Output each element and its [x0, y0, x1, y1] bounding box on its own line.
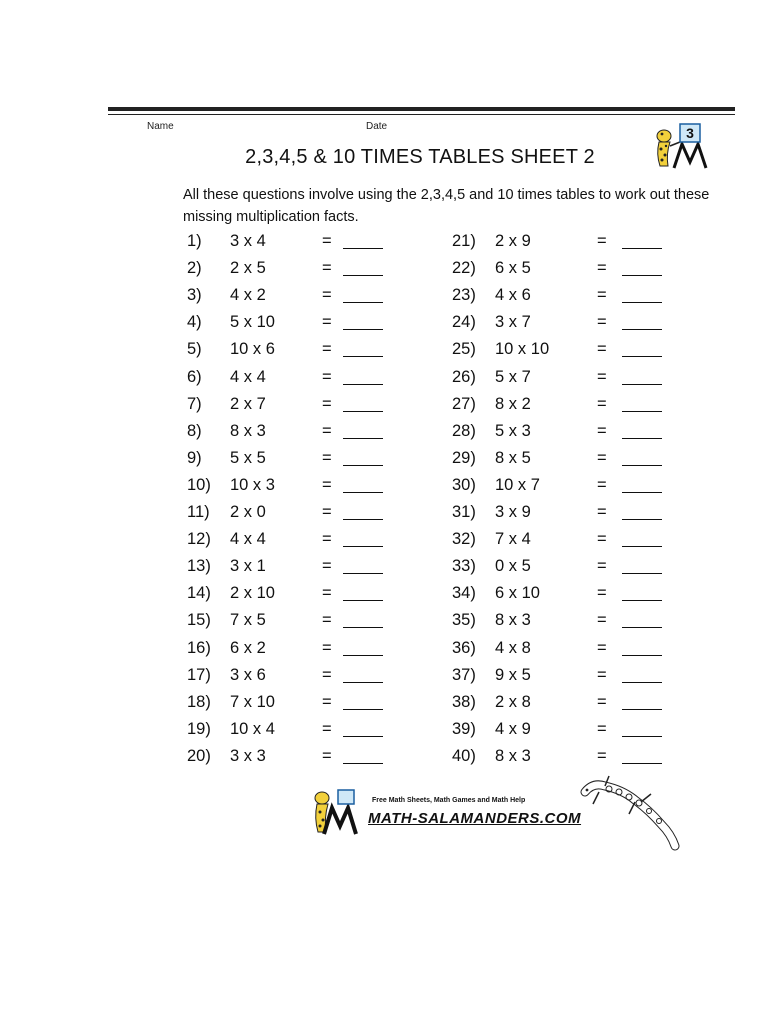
answer-blank[interactable]: [622, 526, 662, 547]
question-row: [452, 716, 682, 743]
question-row: [187, 743, 417, 770]
question-number: 14): [187, 584, 211, 603]
question-number: 22): [452, 259, 476, 278]
question-expression: 10 x 4: [230, 719, 275, 738]
answer-blank[interactable]: [622, 662, 662, 683]
answer-blank[interactable]: [343, 662, 383, 683]
question-row: [452, 580, 682, 607]
question-number: 7): [187, 394, 202, 413]
question-number: 36): [452, 638, 476, 657]
question-row: [187, 472, 417, 499]
question-row: [452, 418, 682, 445]
equals-sign: =: [597, 746, 607, 765]
badge-number: 3: [686, 125, 694, 141]
answer-blank[interactable]: [622, 418, 662, 439]
answer-blank[interactable]: [343, 282, 383, 303]
equals-sign: =: [597, 530, 607, 549]
question-number: 30): [452, 475, 476, 494]
question-expression: 7 x 5: [230, 611, 266, 630]
answer-blank[interactable]: [622, 580, 662, 601]
question-row: [452, 445, 682, 472]
question-expression: 2 x 10: [230, 584, 275, 603]
answer-blank[interactable]: [622, 607, 662, 628]
question-number: 27): [452, 394, 476, 413]
question-expression: 4 x 4: [230, 367, 266, 386]
equals-sign: =: [597, 286, 607, 305]
question-row: [187, 580, 417, 607]
answer-blank[interactable]: [622, 255, 662, 276]
answer-blank[interactable]: [622, 228, 662, 249]
footer-tagline: Free Math Sheets, Math Games and Math Help: [372, 797, 526, 804]
answer-blank[interactable]: [622, 472, 662, 493]
question-row: [187, 526, 417, 553]
answer-blank[interactable]: [622, 716, 662, 737]
footer-mascot-icon: [300, 788, 360, 836]
question-expression: 3 x 3: [230, 746, 266, 765]
equals-sign: =: [322, 503, 332, 521]
answer-blank[interactable]: [622, 282, 662, 303]
question-row: [452, 309, 682, 336]
question-number: 39): [452, 719, 476, 738]
equals-sign: =: [322, 611, 332, 630]
answer-blank[interactable]: [343, 716, 383, 737]
question-row: [187, 391, 417, 418]
answer-blank[interactable]: [343, 391, 383, 412]
question-number: 33): [452, 557, 476, 576]
answer-blank[interactable]: [343, 580, 383, 601]
question-expression: 10 x 7: [495, 475, 540, 494]
question-row: [187, 662, 417, 689]
question-number: 24): [452, 313, 476, 332]
answer-blank[interactable]: [343, 472, 383, 493]
question-number: 6): [187, 367, 202, 386]
question-row: [187, 364, 417, 391]
question-expression: 8 x 2: [495, 394, 531, 413]
answer-blank[interactable]: [343, 635, 383, 656]
name-label: Name: [147, 121, 174, 132]
footer-brand: MATH-SALAMANDERS.COM: [368, 810, 582, 827]
top-rule: [108, 107, 735, 111]
salamander-icon: [575, 772, 685, 852]
question-number: 16): [187, 638, 211, 657]
answer-blank[interactable]: [343, 689, 383, 710]
equals-sign: =: [322, 530, 332, 549]
question-expression: 3 x 6: [230, 665, 266, 684]
question-number: 15): [187, 611, 211, 630]
answer-blank[interactable]: [622, 364, 662, 385]
equals-sign: =: [597, 313, 607, 332]
answer-blank[interactable]: [343, 607, 383, 628]
equals-sign: =: [322, 719, 332, 738]
equals-sign: =: [597, 665, 607, 684]
question-row: [452, 282, 682, 309]
question-number: 20): [187, 746, 211, 765]
question-expression: 6 x 5: [495, 259, 531, 278]
question-row: [187, 635, 417, 662]
question-number: 34): [452, 584, 476, 603]
answer-blank[interactable]: [343, 499, 383, 520]
question-expression: 6 x 10: [495, 584, 540, 603]
answer-blank[interactable]: [622, 635, 662, 656]
question-number: 29): [452, 448, 476, 467]
equals-sign: =: [597, 503, 607, 521]
question-number: 23): [452, 286, 476, 305]
question-expression: 10 x 3: [230, 475, 275, 494]
answer-blank[interactable]: [622, 336, 662, 357]
question-number: 18): [187, 692, 211, 711]
question-number: 28): [452, 421, 476, 440]
question-expression: 7 x 4: [495, 530, 531, 549]
equals-sign: =: [322, 584, 332, 603]
question-expression: 8 x 5: [495, 448, 531, 467]
question-row: [187, 499, 417, 526]
answer-blank[interactable]: [622, 391, 662, 412]
question-row: [452, 364, 682, 391]
question-row: [187, 282, 417, 309]
answer-blank[interactable]: [622, 445, 662, 466]
question-row: [187, 255, 417, 282]
question-number: 31): [452, 503, 476, 521]
question-expression: 5 x 10: [230, 313, 275, 332]
question-expression: 5 x 7: [495, 367, 531, 386]
question-expression: 5 x 3: [495, 421, 531, 440]
question-number: 13): [187, 557, 211, 576]
question-expression: 2 x 7: [230, 394, 266, 413]
date-label: Date: [366, 121, 388, 132]
equals-sign: =: [322, 232, 332, 250]
question-row: [187, 309, 417, 336]
question-expression: 6 x 2: [230, 638, 266, 657]
question-expression: 4 x 9: [495, 719, 531, 738]
question-expression: 10 x 6: [230, 340, 275, 359]
answer-blank[interactable]: [343, 228, 383, 249]
question-row: [187, 445, 417, 472]
equals-sign: =: [597, 719, 607, 738]
equals-sign: =: [322, 394, 332, 413]
question-expression: 4 x 4: [230, 530, 266, 549]
question-row: [452, 743, 682, 770]
equals-sign: =: [597, 611, 607, 630]
question-number: 37): [452, 665, 476, 684]
question-number: 32): [452, 530, 476, 549]
question-expression: 2 x 8: [495, 692, 531, 711]
equals-sign: =: [597, 367, 607, 386]
question-row: [452, 391, 682, 418]
equals-sign: =: [597, 394, 607, 413]
question-number: 9): [187, 448, 202, 467]
equals-sign: =: [322, 746, 332, 765]
equals-sign: =: [322, 367, 332, 386]
question-row: [452, 689, 682, 716]
question-expression: 2 x 0: [230, 503, 266, 521]
question-number: 25): [452, 340, 476, 359]
question-number: 3): [187, 286, 202, 305]
question-number: 4): [187, 313, 202, 332]
question-number: 10): [187, 475, 211, 494]
equals-sign: =: [597, 584, 607, 603]
question-expression: 4 x 8: [495, 638, 531, 657]
question-row: [452, 662, 682, 689]
equals-sign: =: [597, 557, 607, 576]
question-row: [187, 228, 417, 255]
question-expression: 8 x 3: [495, 746, 531, 765]
equals-sign: =: [322, 665, 332, 684]
question-row: [187, 607, 417, 634]
equals-sign: =: [322, 340, 332, 359]
question-number: 2): [187, 259, 202, 278]
question-expression: 2 x 5: [230, 259, 266, 278]
question-expression: 4 x 6: [495, 286, 531, 305]
answer-blank[interactable]: [343, 743, 383, 764]
question-row: [187, 716, 417, 743]
question-number: 35): [452, 611, 476, 630]
question-expression: 3 x 9: [495, 503, 531, 521]
question-row: [452, 526, 682, 553]
answer-blank[interactable]: [622, 689, 662, 710]
question-row: [452, 553, 682, 580]
equals-sign: =: [597, 259, 607, 278]
answer-blank[interactable]: [622, 499, 662, 520]
question-number: 26): [452, 367, 476, 386]
question-number: 21): [452, 232, 476, 250]
answer-blank[interactable]: [343, 255, 383, 276]
answer-blank[interactable]: [343, 526, 383, 547]
question-expression: 5 x 5: [230, 448, 266, 467]
question-expression: 2 x 9: [495, 232, 531, 250]
question-row: [452, 228, 682, 255]
equals-sign: =: [597, 638, 607, 657]
equals-sign: =: [322, 313, 332, 332]
question-number: 12): [187, 530, 211, 549]
question-row: [187, 336, 417, 363]
question-row: [452, 635, 682, 662]
question-row: [187, 418, 417, 445]
question-expression: 3 x 4: [230, 232, 266, 250]
question-expression: 3 x 1: [230, 557, 266, 576]
answer-blank[interactable]: [343, 445, 383, 466]
question-expression: 10 x 10: [495, 340, 550, 359]
answer-blank[interactable]: [343, 309, 383, 330]
question-expression: 4 x 2: [230, 286, 266, 305]
question-row: [452, 499, 682, 526]
equals-sign: =: [322, 692, 332, 711]
answer-blank[interactable]: [622, 309, 662, 330]
equals-sign: =: [597, 448, 607, 467]
question-expression: 9 x 5: [495, 665, 531, 684]
answer-blank[interactable]: [343, 418, 383, 439]
question-expression: 8 x 3: [495, 611, 531, 630]
answer-blank[interactable]: [343, 336, 383, 357]
equals-sign: =: [322, 557, 332, 576]
equals-sign: =: [322, 475, 332, 494]
equals-sign: =: [597, 232, 607, 250]
question-number: 11): [187, 503, 210, 521]
question-expression: 7 x 10: [230, 692, 275, 711]
question-row: [452, 607, 682, 634]
question-number: 5): [187, 340, 202, 359]
question-expression: 8 x 3: [230, 421, 266, 440]
question-number: 19): [187, 719, 211, 738]
question-expression: 3 x 7: [495, 313, 531, 332]
equals-sign: =: [322, 421, 332, 440]
answer-blank[interactable]: [622, 743, 662, 764]
question-row: [187, 553, 417, 580]
equals-sign: =: [597, 692, 607, 711]
equals-sign: =: [322, 259, 332, 278]
answer-blank[interactable]: [343, 553, 383, 574]
question-number: 17): [187, 665, 211, 684]
question-row: [452, 336, 682, 363]
question-number: 8): [187, 421, 202, 440]
question-row: [452, 472, 682, 499]
question-number: 1): [187, 232, 202, 250]
equals-sign: =: [597, 421, 607, 440]
equals-sign: =: [597, 340, 607, 359]
question-row: [187, 689, 417, 716]
worksheet-title: 2,3,4,5 & 10 TIMES TABLES SHEET 2: [245, 146, 595, 168]
equals-sign: =: [322, 286, 332, 305]
question-number: 40): [452, 746, 476, 765]
equals-sign: =: [597, 475, 607, 494]
top-rule-thin: [108, 114, 735, 115]
equals-sign: =: [322, 448, 332, 467]
instructions: All these questions involve using the 2,3,4,5 and 10 times tables to work out these missing multiplication facts.: [183, 187, 710, 225]
answer-blank[interactable]: [343, 364, 383, 385]
answer-blank[interactable]: [622, 553, 662, 574]
question-row: [452, 255, 682, 282]
equals-sign: =: [322, 638, 332, 657]
question-expression: 0 x 5: [495, 557, 531, 576]
question-number: 38): [452, 692, 476, 711]
